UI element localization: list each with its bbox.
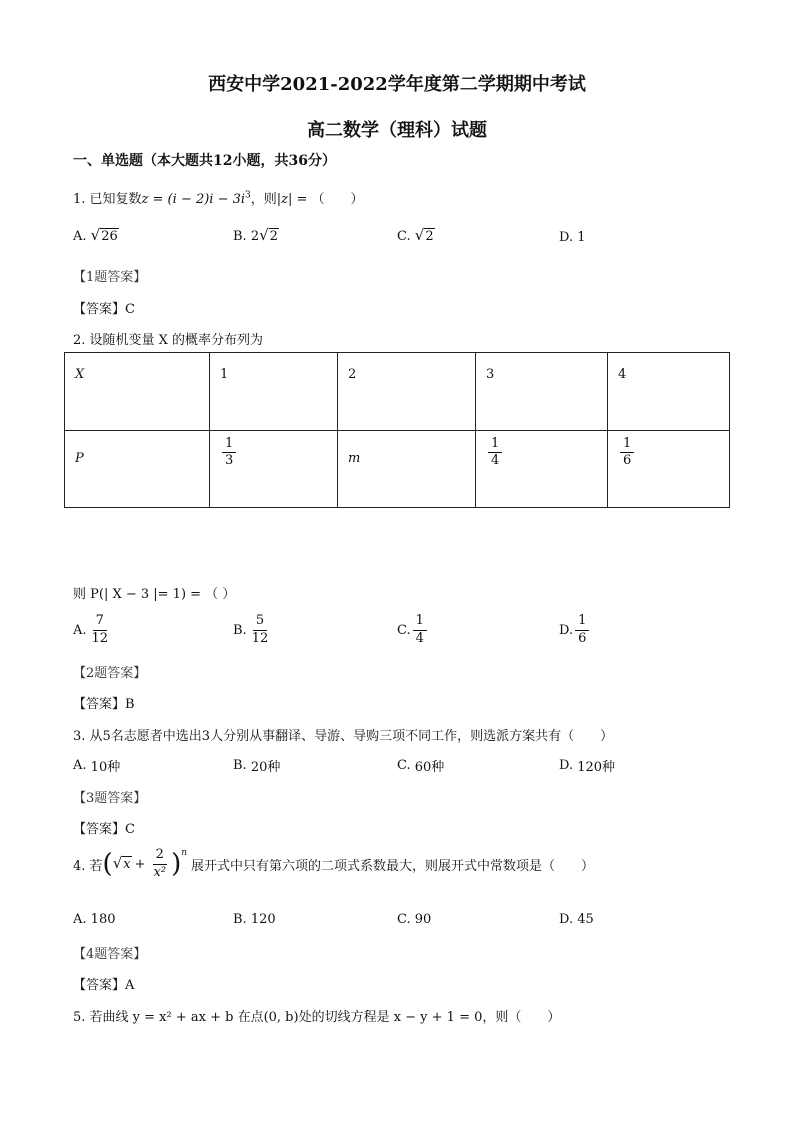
q1-exp: 3: [245, 190, 251, 201]
q2-option-d: [559, 614, 591, 647]
q2-answer-heading: 【2题答案】: [73, 666, 147, 681]
fraction: $\frac{1}{4}$: [488, 437, 502, 470]
q3-answer: 【答案】C: [73, 822, 135, 837]
q2-answer: 【答案】B: [73, 697, 135, 712]
table-cell: 2: [338, 353, 476, 431]
option-text: 90: [414, 912, 432, 927]
option-label: C.: [397, 228, 411, 244]
q4-option-b: [233, 912, 276, 927]
option-label: B.: [233, 622, 247, 638]
option-text: 180: [90, 912, 116, 927]
distribution-table: [64, 352, 730, 508]
fraction: $\frac{2}{\text{x²}}$: [153, 847, 167, 880]
q1-answer-heading: 【1题答案】: [73, 270, 147, 285]
q2-question: 则 P(| X − 3 |= 1) = （ ）: [73, 587, 236, 602]
option-label: A.: [73, 912, 87, 927]
option-text: 20种: [250, 760, 281, 775]
radicand: 2: [425, 229, 434, 244]
q3-option-b: [233, 756, 280, 775]
q1-answer: 【答案】C: [73, 302, 135, 317]
q4-prefix: 4. 若: [73, 858, 103, 874]
q1-expr: z = (i − 2)i − 3i: [141, 192, 246, 207]
sqrt-expression: √ 26: [90, 226, 118, 244]
option-label: C.: [397, 622, 411, 638]
q1-option-d: [559, 230, 586, 245]
q3-option-c: [397, 756, 444, 775]
table-cell: [608, 430, 730, 508]
q1-suffix: = （ ）: [292, 192, 364, 207]
question-1: [73, 188, 364, 207]
q1-mid: ，则: [250, 192, 277, 207]
option-text: 1: [577, 230, 586, 245]
plus-sign: +: [134, 856, 146, 872]
table-cell: X: [65, 353, 210, 431]
table-cell: [476, 430, 608, 508]
exam-title: 西安中学2021-2022学年度第二学期期中考试: [208, 74, 586, 95]
option-label: D.: [559, 622, 574, 638]
radicand: 26: [101, 229, 118, 244]
q1-abs: |z|: [276, 192, 293, 207]
option-text: 10种: [90, 760, 121, 775]
open-paren: (: [102, 849, 113, 880]
option-text: 120种: [577, 760, 616, 775]
option-label: B.: [233, 758, 247, 773]
question-5: 5. 若曲线 y = x² + ax + b 在点(0, b)处的切线方程是 x − y + 1 = 0，则（ ）: [73, 1010, 561, 1025]
table-cell: 3: [476, 353, 608, 431]
option-label: D.: [559, 230, 574, 245]
q4-answer: 【答案】A: [73, 978, 135, 993]
table-cell: 4: [608, 353, 730, 431]
q2-option-c: [397, 614, 429, 647]
option-label: A.: [73, 758, 87, 773]
question-3: 3. 从5名志愿者中选出3人分别从事翻译、导游、导购三项不同工作，则选派方案共有（ ）: [73, 729, 614, 744]
option-label: C.: [397, 758, 411, 773]
q4-option-d: [559, 912, 594, 927]
fraction: $\frac{1}{3}$: [222, 437, 236, 470]
option-text: 45: [577, 912, 594, 927]
question-4: [73, 848, 594, 881]
exam-subtitle: 高二数学（理科）试题: [307, 120, 487, 141]
radicand: x: [123, 857, 131, 873]
q4-option-a: [73, 912, 116, 927]
option-label: D.: [559, 912, 574, 927]
option-label: B.: [233, 912, 247, 927]
option-label: D.: [559, 758, 574, 773]
radicand: 2: [269, 229, 278, 244]
fraction: $\frac{1}{4}$: [413, 614, 427, 647]
fraction: $\frac{7}{12}$: [91, 613, 109, 646]
option-label: A.: [73, 622, 87, 638]
q1-option-b: [233, 228, 279, 244]
q2-option-a: [73, 614, 113, 647]
sqrt-expression: √ 2: [259, 226, 278, 244]
table-cell: P: [65, 430, 210, 508]
table-row: [65, 353, 730, 431]
option-text: 60种: [414, 760, 445, 775]
fraction: $\frac{5}{12}$: [251, 613, 269, 646]
close-paren: ): [171, 849, 182, 880]
q3-answer-heading: 【3题答案】: [73, 791, 147, 806]
q1-option-a: [73, 228, 119, 244]
q1-prefix: 1. 已知复数: [73, 192, 142, 207]
coefficient: 2: [250, 228, 260, 244]
q4-suffix: 展开式中只有第六项的二项式系数最大，则展开式中常数项是（ ）: [191, 858, 595, 874]
q3-option-a: [73, 756, 120, 775]
q2-option-b: [233, 614, 273, 647]
option-label: C.: [397, 912, 411, 927]
fraction: $\frac{1}{6}$: [620, 437, 634, 470]
option-label: B.: [233, 228, 247, 244]
q4-answer-heading: 【4题答案】: [73, 947, 147, 962]
q1-option-c: [397, 228, 435, 244]
table-row: [65, 430, 730, 508]
table-cell: 1: [210, 353, 338, 431]
option-label: A.: [73, 228, 87, 244]
q4-exp: n: [181, 848, 188, 858]
question-2: 2. 设随机变量 X 的概率分布列为: [73, 333, 264, 348]
option-text: 120: [250, 912, 276, 927]
sqrt-expression: √ x: [112, 854, 131, 873]
q4-option-c: [397, 912, 431, 927]
fraction: $\frac{1}{6}$: [575, 614, 589, 647]
table-cell: [210, 430, 338, 508]
section-heading: 一、单选题（本大题共12小题，共36分）: [73, 153, 336, 169]
sqrt-expression: √ 2: [414, 226, 434, 244]
q3-option-d: [559, 756, 615, 775]
table-cell: m: [338, 430, 476, 508]
